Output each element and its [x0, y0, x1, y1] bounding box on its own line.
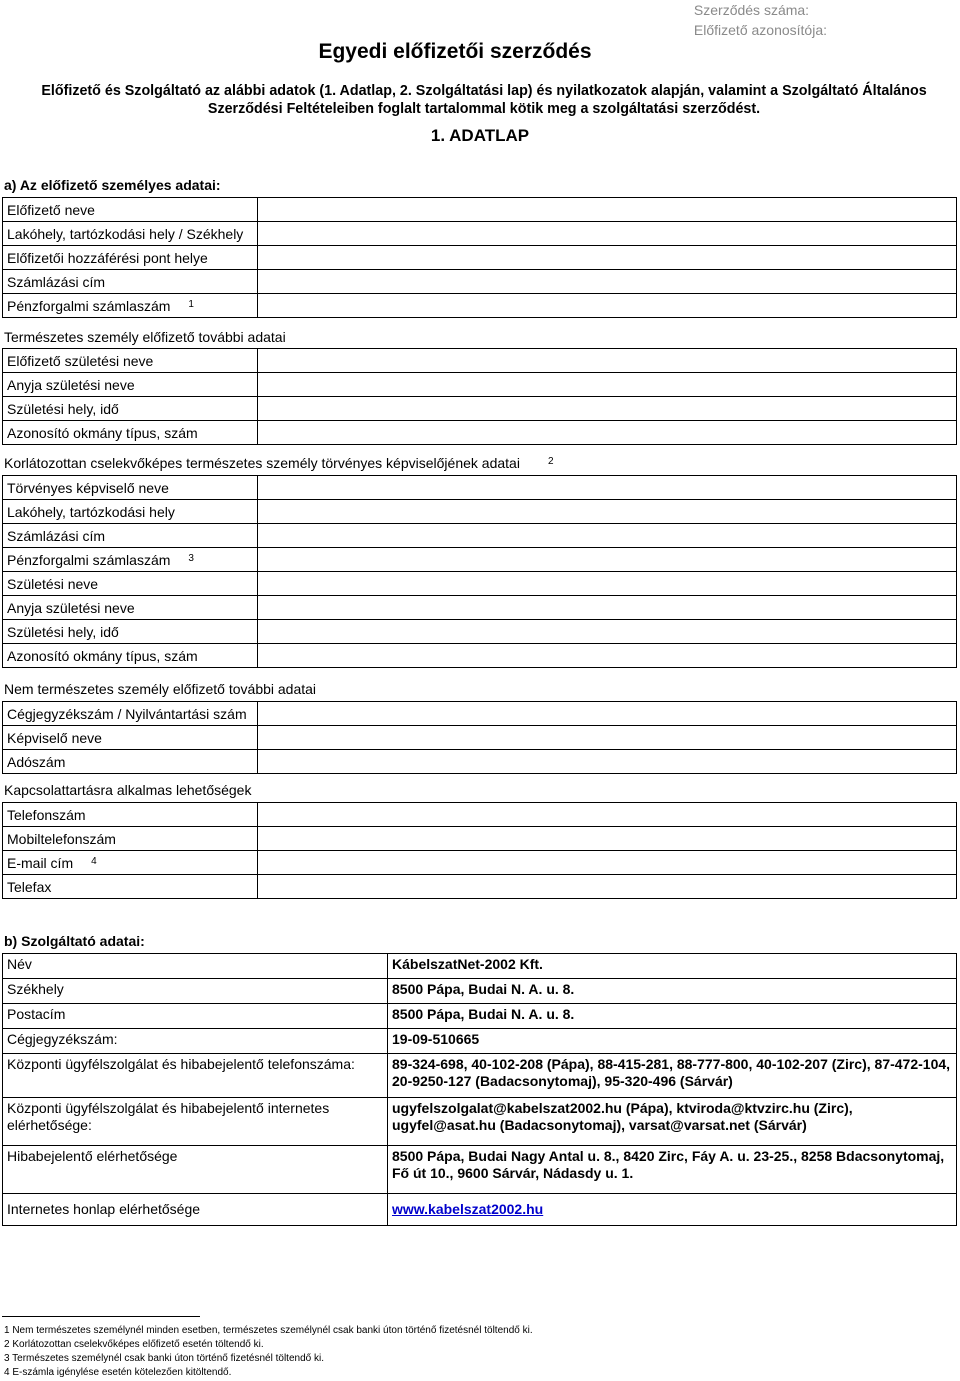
footnote-2: 2 Korlátozottan cselekvőképes előfizető esetén töltendő ki.: [4, 1339, 264, 1350]
field-input[interactable]: [258, 726, 957, 750]
field-label: Anyja születési neve: [3, 596, 258, 620]
sheet-title: 1. ADATLAP: [430, 126, 530, 145]
field-input[interactable]: [258, 596, 957, 620]
table-row: [3, 270, 957, 294]
field-input[interactable]: [258, 702, 957, 726]
field-input[interactable]: [258, 548, 957, 572]
table-row: [3, 548, 957, 572]
table-row: [3, 397, 957, 421]
provider-label: Postacím: [3, 1004, 388, 1029]
table-row: [3, 954, 957, 979]
section-b-title: b) Szolgáltató adatai:: [4, 933, 145, 949]
field-input[interactable]: [258, 524, 957, 548]
table-row: [3, 702, 957, 726]
provider-value: 8500 Pápa, Budai N. A. u. 8.: [388, 1004, 957, 1029]
field-label: [3, 548, 258, 572]
field-label-text: E-mail cím: [7, 854, 74, 871]
subscriber-id-label: Előfizető azonosítója:: [693, 22, 827, 38]
provider-value: 19-09-510665: [388, 1029, 957, 1054]
table-row: [3, 875, 957, 899]
footnote-divider: [2, 1316, 200, 1317]
field-label: Telefonszám: [3, 803, 258, 827]
field-label: Születési neve: [3, 572, 258, 596]
table-row: [3, 596, 957, 620]
contract-meta: [694, 0, 827, 40]
field-input[interactable]: [258, 222, 957, 246]
table-row: [3, 1146, 957, 1194]
table-row: [3, 1004, 957, 1029]
table-row: [3, 222, 957, 246]
field-input[interactable]: [258, 851, 957, 875]
contact-title: Kapcsolattartásra alkalmas lehetőségek: [4, 782, 252, 798]
field-label: Mobiltelefonszám: [3, 827, 258, 851]
field-label: Törvényes képviselő neve: [3, 476, 258, 500]
field-label: Előfizető születési neve: [3, 349, 258, 373]
field-label: Lakóhely, tartózkodási hely: [3, 500, 258, 524]
website-link[interactable]: www.kabelszat2002.hu: [392, 1201, 544, 1217]
field-label: Számlázási cím: [3, 270, 258, 294]
legal-rep-title-text: Korlátozottan cselekvőképes természetes személy törvényes képviselőjének adatai: [4, 455, 520, 471]
table-row: [3, 750, 957, 774]
field-label: Azonosító okmány típus, szám: [3, 421, 258, 445]
provider-label: Központi ügyfélszolgálat és hibabejelentő telefonszáma:: [3, 1054, 388, 1098]
table-row: [3, 1194, 957, 1226]
table-row: [3, 294, 957, 318]
field-label: Előfizető neve: [3, 198, 258, 222]
footnote-mark: 4: [91, 855, 97, 867]
table-row: [3, 851, 957, 875]
table-row: [3, 979, 957, 1004]
field-input[interactable]: [258, 572, 957, 596]
provider-value: KábelszatNet-2002 Kft.: [388, 954, 957, 979]
legal-entity-table: [2, 701, 957, 774]
provider-table: [2, 953, 957, 1226]
field-label: Lakóhely, tartózkodási hely / Székhely: [3, 222, 258, 246]
provider-label: Internetes honlap elérhetősége: [3, 1194, 388, 1226]
table-row: [3, 1029, 957, 1054]
field-input[interactable]: [258, 827, 957, 851]
field-label: Azonosító okmány típus, szám: [3, 644, 258, 668]
intro-text: Előfizető és Szolgáltató az alábbi adatok (1. Adatlap, 2. Szolgáltatási lap) és nyilatkozatok alapján, valamint a Szolgáltató Általános Szerződési Feltételeiben foglalt tartalommal kötik meg a szolgáltatási szerződést.: [41, 83, 927, 117]
footnote-4: 4 E-számla igénylése esetén kötelezően kitöltendő.: [4, 1367, 232, 1378]
table-row: [3, 572, 957, 596]
table-row: [3, 421, 957, 445]
field-input[interactable]: [258, 620, 957, 644]
field-input[interactable]: [258, 421, 957, 445]
field-label: Képviselő neve: [3, 726, 258, 750]
table-row: [3, 803, 957, 827]
provider-label: Hibabejelentő elérhetősége: [3, 1146, 388, 1194]
field-label: Születési hely, idő: [3, 620, 258, 644]
field-label: Előfizetői hozzáférési pont helye: [3, 246, 258, 270]
field-input[interactable]: [258, 198, 957, 222]
table-row: [3, 476, 957, 500]
field-input[interactable]: [258, 397, 957, 421]
provider-label: Székhely: [3, 979, 388, 1004]
provider-label: Cégjegyzékszám:: [3, 1029, 388, 1054]
provider-value: 89-324-698, 40-102-208 (Pápa), 88-415-281, 88-777-800, 40-102-207 (Zirc), 87-472-104, 20-9250-127 (Badacsonytomaj), 95-320-496 (Sárvár): [388, 1054, 957, 1098]
table-row: [3, 500, 957, 524]
personal-data-table: [2, 197, 957, 318]
field-label: Cégjegyzékszám / Nyilvántartási szám: [3, 702, 258, 726]
field-label: Telefax: [3, 875, 258, 899]
field-input[interactable]: [258, 875, 957, 899]
field-input[interactable]: [258, 476, 957, 500]
provider-value: [388, 1194, 957, 1226]
footnote-mark: 2: [547, 456, 554, 467]
legal-entity-title: Nem természetes személy előfizető további adatai: [4, 681, 317, 697]
table-row: [3, 373, 957, 397]
provider-value: 8500 Pápa, Budai Nagy Antal u. 8., 8420 Zirc, Fáy A. u. 23-25., 8258 Bdacsonytomaj, Fő út 10., 9600 Sárvár, Nádasdy u. 1.: [388, 1146, 957, 1194]
natural-person-table: [2, 348, 957, 445]
provider-label: Központi ügyfélszolgálat és hibabejelentő internetes elérhetősége:: [3, 1098, 388, 1146]
field-label: Adószám: [3, 750, 258, 774]
table-row: [3, 827, 957, 851]
field-input[interactable]: [258, 246, 957, 270]
table-row: [3, 644, 957, 668]
footnote-mark: 3: [188, 552, 194, 564]
field-input[interactable]: [258, 500, 957, 524]
table-row: [3, 1054, 957, 1098]
legal-rep-table: [2, 475, 957, 668]
field-label-text: Pénzforgalmi számlaszám: [7, 297, 171, 314]
table-row: [3, 198, 957, 222]
field-input[interactable]: [258, 349, 957, 373]
table-row: [3, 1098, 957, 1146]
provider-value: 8500 Pápa, Budai N. A. u. 8.: [388, 979, 957, 1004]
field-input[interactable]: [258, 644, 957, 668]
field-label: [3, 294, 258, 318]
section-a-title: a) Az előfizető személyes adatai:: [4, 177, 221, 193]
field-input[interactable]: [258, 270, 957, 294]
field-input[interactable]: [258, 294, 957, 318]
legal-rep-title: [4, 455, 554, 471]
page-title: Egyedi előfizetői szerződés: [318, 40, 592, 63]
natural-person-title: Természetes személy előfizető további adatai: [4, 329, 286, 345]
field-label: Születési hely, idő: [3, 397, 258, 421]
provider-value: ugyfelszolgalat@kabelszat2002.hu (Pápa), ktviroda@ktvzirc.hu (Zirc), ugyfel@asat.hu (Badacsonytomaj), varsat@varsat.net (Sárvár): [388, 1098, 957, 1146]
field-label-text: Pénzforgalmi számlaszám: [7, 551, 171, 568]
provider-label: Név: [3, 954, 388, 979]
footnote-mark: 1: [188, 298, 194, 310]
table-row: [3, 620, 957, 644]
field-label: [3, 851, 258, 875]
footnote-1: 1 Nem természetes személynél minden esetben, természetes személynél csak banki úton történő fizetésnél töltendő ki.: [4, 1325, 533, 1336]
table-row: [3, 524, 957, 548]
field-label: Számlázási cím: [3, 524, 258, 548]
field-label: Anyja születési neve: [3, 373, 258, 397]
table-row: [3, 726, 957, 750]
footnote-3: 3 Természetes személynél csak banki úton történő fizetésnél töltendő ki.: [4, 1353, 324, 1364]
table-row: [3, 349, 957, 373]
contact-table: [2, 802, 957, 899]
field-input[interactable]: [258, 803, 957, 827]
table-row: [3, 246, 957, 270]
field-input[interactable]: [258, 750, 957, 774]
field-input[interactable]: [258, 373, 957, 397]
contract-number-label: Szerződés száma:: [693, 2, 810, 18]
